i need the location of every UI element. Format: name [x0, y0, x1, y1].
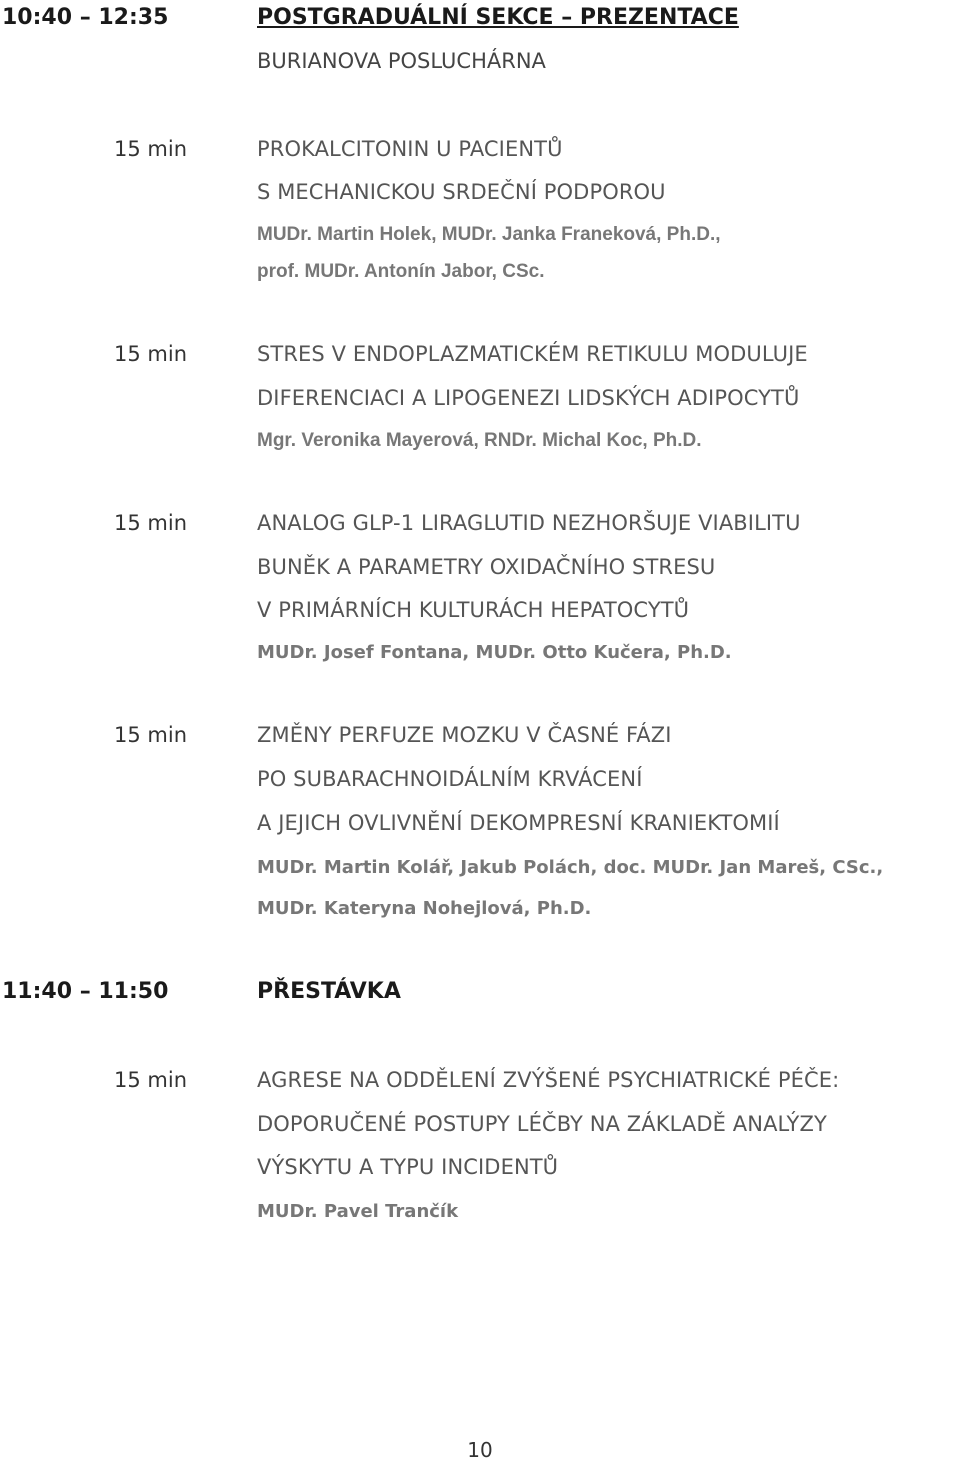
talk-title-line: DOPORUČENÉ POSTUPY LÉČBY NA ZÁKLADĚ ANALÝZY — [257, 1112, 827, 1136]
talk-title-line: ZMĚNY PERFUZE MOZKU V ČASNÉ FÁZI — [257, 723, 672, 747]
session-venue: BURIANOVA POSLUCHÁRNA — [257, 49, 546, 73]
talk-title-line: ANALOG GLP-1 LIRAGLUTID NEZHORŠUJE VIABILITU — [257, 511, 801, 535]
talk-title-line: VÝSKYTU A TYPU INCIDENTŮ — [257, 1155, 559, 1179]
talk-authors: MUDr. Martin Kolář, Jakub Polách, doc. MUDr. Jan Mareš, CSc., — [257, 857, 884, 878]
session-time: 10:40 – 12:35 — [2, 5, 169, 30]
break-time: 11:40 – 11:50 — [2, 979, 169, 1004]
page-number: 10 — [467, 1438, 493, 1462]
talk-title-line: A JEJICH OVLIVNĚNÍ DEKOMPRESNÍ KRANIEKTOMIÍ — [257, 811, 780, 835]
talk-authors: MUDr. Josef Fontana, MUDr. Otto Kučera, Ph.D. — [257, 642, 732, 663]
talk-authors: Mgr. Veronika Mayerová, RNDr. Michal Koc, Ph.D. — [257, 430, 702, 451]
talk-duration: 15 min — [114, 1068, 187, 1092]
talk-title-line: PROKALCITONIN U PACIENTŮ — [257, 137, 563, 161]
talk-title-line: PO SUBARACHNOIDÁLNÍM KRVÁCENÍ — [257, 767, 643, 791]
talk-title-line: AGRESE NA ODDĚLENÍ ZVÝŠENÉ PSYCHIATRICKÉ PÉČE: — [257, 1068, 840, 1092]
talk-title-line: V PRIMÁRNÍCH KULTURÁCH HEPATOCYTŮ — [257, 598, 690, 622]
talk-duration: 15 min — [114, 511, 187, 535]
talk-duration: 15 min — [114, 723, 187, 747]
talk-title-line: S MECHANICKOU SRDEČNÍ PODPOROU — [257, 180, 666, 204]
talk-duration: 15 min — [114, 342, 187, 366]
talk-authors: prof. MUDr. Antonín Jabor, CSc. — [257, 261, 545, 282]
talk-duration: 15 min — [114, 137, 187, 161]
session-title: POSTGRADUÁLNÍ SEKCE – PREZENTACE — [257, 5, 739, 30]
talk-authors: MUDr. Pavel Trančík — [257, 1201, 459, 1222]
talk-title-line: DIFERENCIACI A LIPOGENEZI LIDSKÝCH ADIPOCYTŮ — [257, 386, 800, 410]
break-title: PŘESTÁVKA — [257, 979, 401, 1004]
talk-authors: MUDr. Kateryna Nohejlová, Ph.D. — [257, 898, 592, 919]
talk-title-line: STRES V ENDOPLAZMATICKÉM RETIKULU MODULUJE — [257, 342, 808, 366]
talk-title-line: BUNĚK A PARAMETRY OXIDAČNÍHO STRESU — [257, 555, 716, 579]
talk-authors: MUDr. Martin Holek, MUDr. Janka Franeková, Ph.D., — [257, 224, 721, 245]
